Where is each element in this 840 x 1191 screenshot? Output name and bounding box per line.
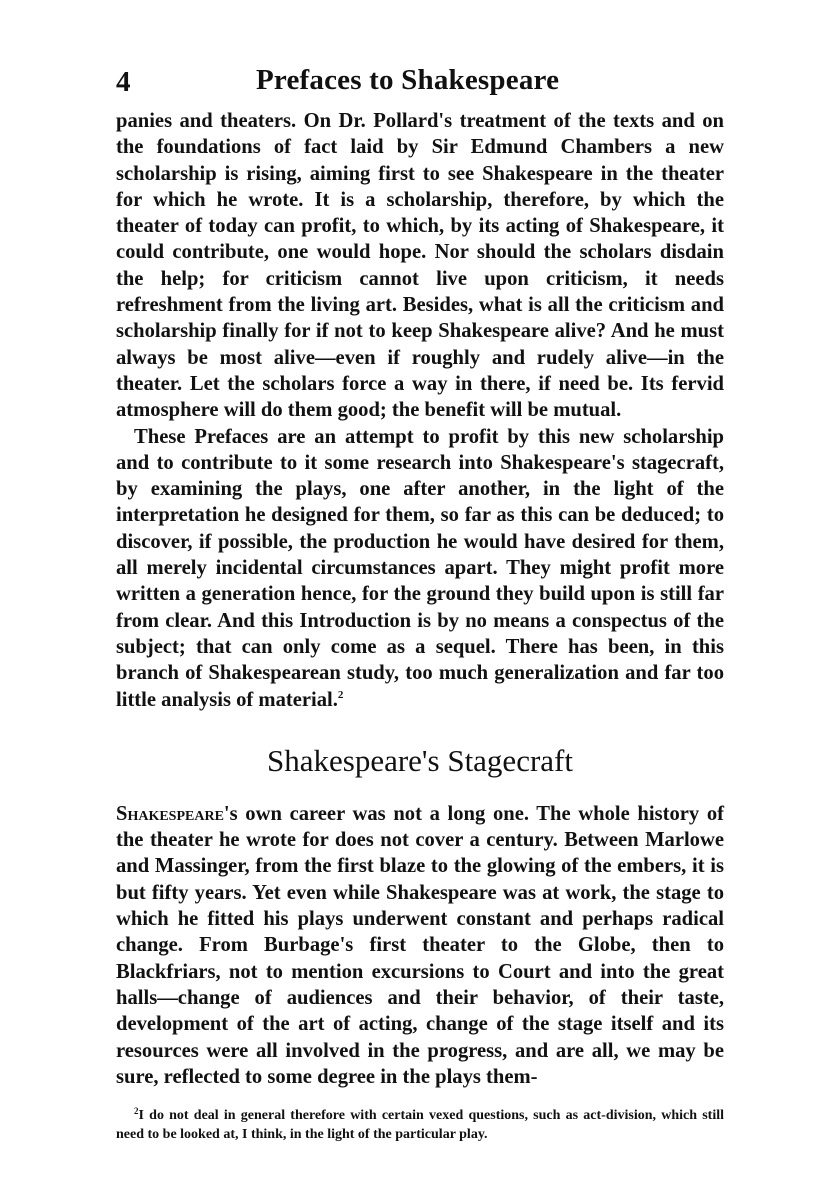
book-page xyxy=(116,64,724,1144)
footnote-text: I do not deal in general therefore with certain vexed questions, such as act-division, which still need to be looked at, I think, in the light of the particular play. xyxy=(116,1108,724,1143)
section-paragraph-1-text: 's own career was not a long one. The whole history of the theater he wrote for does not cover a century. Between Marlowe and Massinger, from the first blaze to the glowing of the embers, it is but fifty years. Yet even while Shakespeare was at work, the stage to which he fitted his plays underwent constant and perhaps radical change. From Burbage's first theater to the Globe, then to Blackfriars, not to mention excursions to Court and into the great halls—change of audiences and their behavior, of their taste, development of the art of acting, change of the stage itself and its resources were all involved in the progress, and are all, we may be sure, reflected to some degree in the plays them- xyxy=(116,802,724,1088)
footnote xyxy=(116,1106,724,1144)
section-lead-word: Shakespeare xyxy=(116,802,224,825)
intro-paragraph-2 xyxy=(116,424,724,713)
footnote-reference: 2 xyxy=(337,688,344,701)
footnote-marker: 2 xyxy=(134,1106,139,1117)
section-paragraph-1 xyxy=(116,801,724,1090)
running-head xyxy=(116,64,724,108)
intro-paragraph-1-text: panies and theaters. On Dr. Pollard's treatment of the texts and on the foundations of fact laid by Sir Edmund Chambers a new scholarship is rising, aiming first to see Shakespeare in the theater for which he wrote. It is a scholarship, therefore, by which the theater of today can profit, to which, by its acting of Shakespeare, it could contribute, one would hope. Nor should the scholars disdain the help; for criticism cannot live upon criticism, it needs refreshment from the living art. Besides, what is all the criticism and scholarship finally for if not to keep Shakespeare alive? And he must always be most alive—even if roughly and rudely alive—in the theater. Let the scholars force a way in there, if need be. Its fervid atmosphere will do them good; the benefit will be mutual. xyxy=(116,110,724,422)
section-heading: Shakespeare's Stagecraft xyxy=(267,742,573,778)
intro-paragraph-1 xyxy=(116,108,724,424)
intro-paragraph-2-text: These Prefaces are an attempt to profit by this new scholarship and to contribute to it some research into Shakespeare's stagecraft, by examining the plays, one after another, in the light of the interpretation he designed for them, so far as this can be deduced; to discover, if possible, the production he would have desired for them, all merely incidental circumstances apart. They might profit more written a generation hence, for the ground they build upon is still far from clear. And this Introduction is by no means a conspectus of the subject; that can only come as a sequel. There has been, in this branch of Shakespearean study, too much generalization and far too little analysis of material. xyxy=(116,425,724,711)
running-title: Prefaces to Shakespeare xyxy=(256,64,560,96)
page-number: 4 xyxy=(116,66,131,98)
